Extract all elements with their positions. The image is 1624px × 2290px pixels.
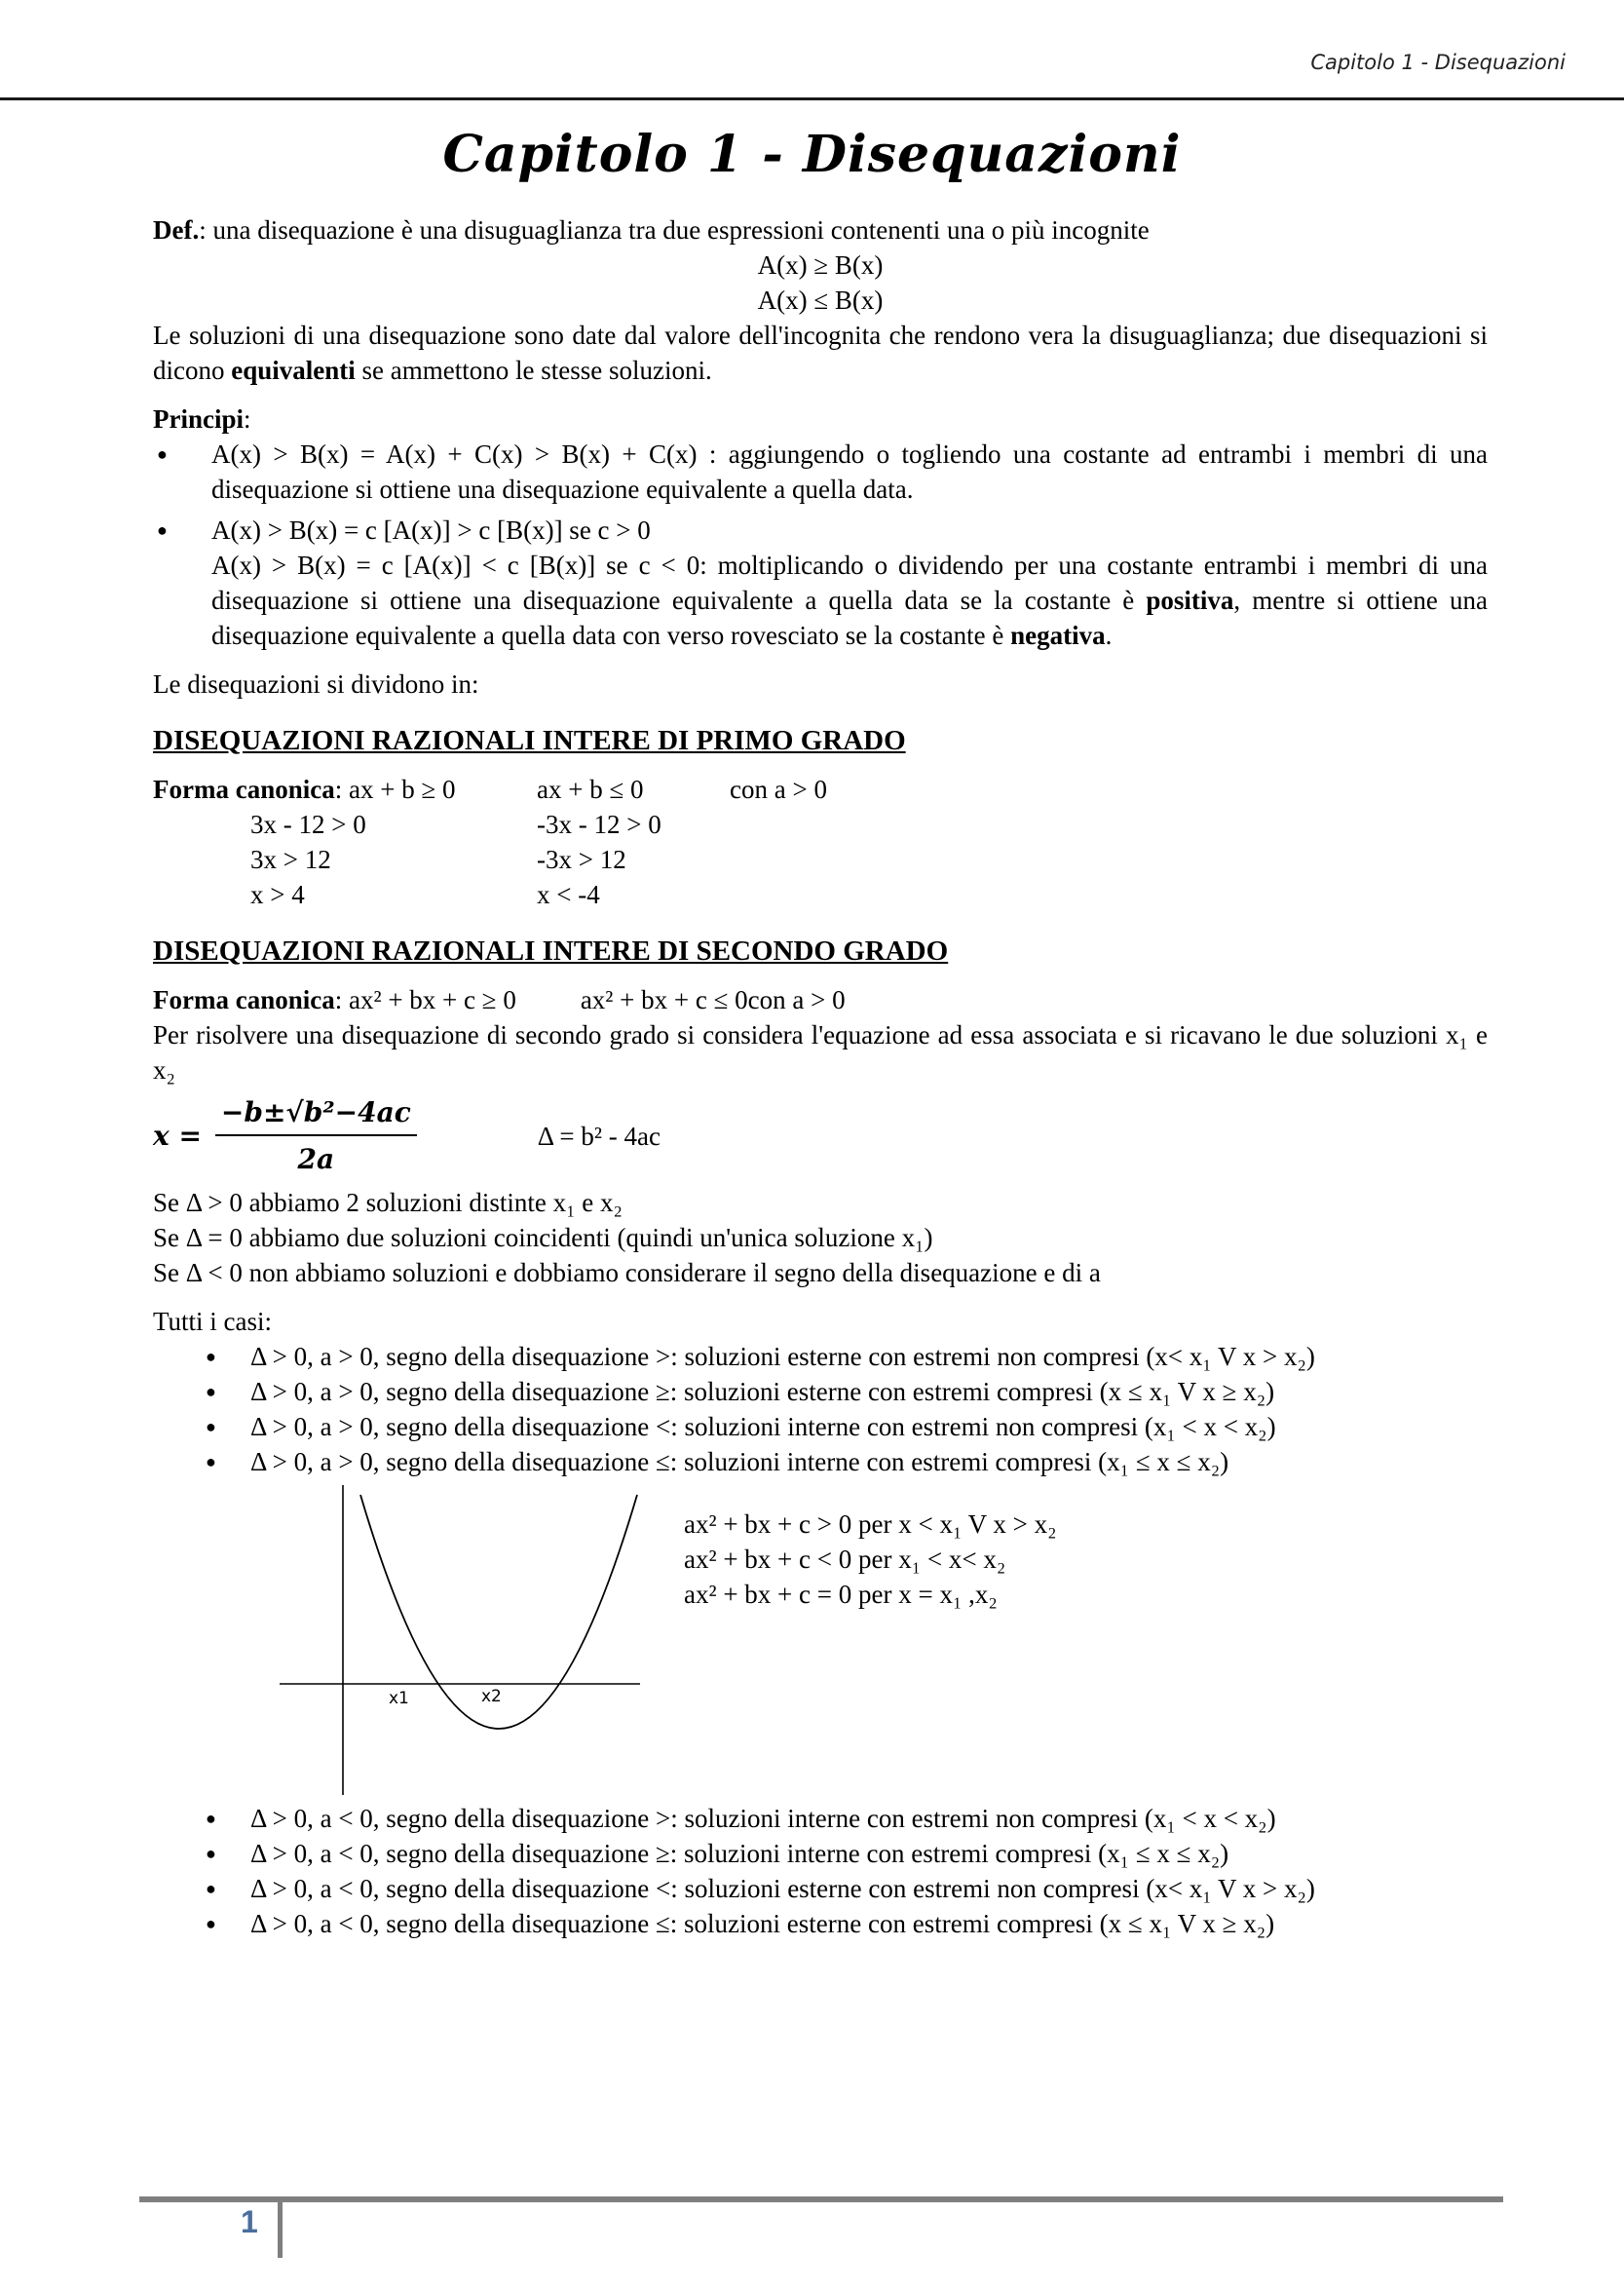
- definition-label: Def.: [153, 215, 200, 245]
- page-content: [153, 212, 1488, 1941]
- case-item: ● Δ > 0, a < 0, segno della disequazione ≥: soluzioni interne con estremi compresi (x₁ ≤ x ≤ x₂): [153, 1836, 1488, 1871]
- delta-case: Se Δ > 0 abbiamo 2 soluzioni distinte x₁ e x₂: [153, 1188, 623, 1217]
- case-item: ● Δ > 0, a < 0, segno della disequazione <: soluzioni esterne con estremi non compresi (x< x₁ V x > x₂): [153, 1871, 1488, 1906]
- primo-grado-forma: [153, 772, 1488, 912]
- delta-definition: Δ = b² - 4ac: [537, 1122, 661, 1151]
- example-right: -3x - 12 > 0: [537, 810, 661, 839]
- case-item: ● Δ > 0, a < 0, segno della disequazione >: soluzioni interne con estremi non compresi (x₁ < x < x₂): [153, 1801, 1488, 1836]
- case-item: ● Δ > 0, a > 0, segno della disequazione ≥: soluzioni esterne con estremi compresi (x ≤ x₁ V x ≥ x₂): [153, 1374, 1488, 1409]
- example-right: -3x > 12: [537, 845, 626, 874]
- forma-canonica-secondo: [153, 982, 1488, 1017]
- forma-value-b: ax² + bx + c ≤ 0con a > 0: [580, 985, 846, 1014]
- divide-paragraph: Le disequazioni si dividono in:: [153, 669, 479, 699]
- parabola-graph: [280, 1485, 650, 1797]
- section-heading-secondo-grado: DISEQUAZIONI RAZIONALI INTERE DI SECONDO GRADO: [153, 935, 949, 967]
- principi-heading: Principi:: [153, 404, 251, 434]
- positiva-term: positiva: [1146, 586, 1234, 615]
- principi-item-line: ● A(x) > B(x) = c [A(x)] > c [B(x)] se c > 0: [211, 515, 651, 545]
- delta-case: Se Δ < 0 non abbiamo soluzioni e dobbiamo considerare il segno della disequazione e di a: [153, 1258, 1101, 1287]
- forma-canonica-b: ax + b ≤ 0: [537, 775, 644, 804]
- case-item: ● Δ > 0, a > 0, segno della disequazione <: soluzioni interne con estremi non compresi (x₁ < x < x₂): [153, 1409, 1488, 1444]
- parabola-note: ax² + bx + c < 0 per x₁ < x< x₂: [684, 1545, 1006, 1574]
- header-rule: [0, 97, 1624, 100]
- example-left: x > 4: [250, 880, 305, 909]
- formula-fraction: [215, 1095, 417, 1177]
- secondo-intro: [153, 1017, 1488, 1088]
- delta-case: Se Δ = 0 abbiamo due soluzioni coincidenti (quindi un'unica soluzione x₁): [153, 1223, 933, 1252]
- parabola-note: ax² + bx + c = 0 per x = x₁ ,x₂: [684, 1580, 998, 1609]
- principi-item: ● A(x) > B(x) = A(x) + C(x) > B(x) + C(x) : aggiungendo o togliendo una costante ad entrambi i membri di una disequazione si ottiene una disequazione equivalente a quella data.: [153, 437, 1488, 507]
- definition-formula-2: A(x) ≤ B(x): [757, 286, 884, 315]
- chapter-title: Capitolo 1 - Disequazioni: [442, 125, 1182, 184]
- forma-canonica-c: con a > 0: [730, 775, 827, 804]
- example-left: 3x - 12 > 0: [250, 810, 366, 839]
- section-heading-primo-grado: DISEQUAZIONI RAZIONALI INTERE DI PRIMO GRADO: [153, 725, 906, 756]
- example-right: x < -4: [537, 880, 600, 909]
- intro-text: Per risolvere una disequazione di secondo grado si considera l'equazione ad essa associata e si ricavano le due soluzioni: [153, 1020, 1438, 1050]
- principi-item: [153, 513, 1488, 653]
- solutions-text: Le soluzioni di una disequazione sono date dal valore dell'incognita che rendono vera la disuguaglianza; due disequazioni si dicono: [153, 321, 1488, 385]
- footer-divider: [278, 2199, 283, 2258]
- forma-value: : ax + b ≥ 0: [334, 775, 456, 804]
- solutions-text-end: se ammettono le stesse soluzioni.: [355, 356, 712, 385]
- principi-text-part: A(x) > B(x) = c [A(x)] < c [B(x)] se c < 0: moltiplicando o dividendo per una costante entrambi i membri di una disequazione si ottiene una disequazione equivalente a quella data se la costante è: [211, 551, 1488, 615]
- principi-label: Principi: [153, 404, 244, 434]
- definition-formula-1: A(x) ≥ B(x): [757, 250, 884, 280]
- intro-vars: x₁ e x₂: [153, 1020, 1488, 1085]
- forma-label: Forma canonica: [153, 985, 335, 1014]
- quadratic-formula: [153, 1088, 1488, 1185]
- formula-numerator: −b±√b²−4ac: [215, 1095, 417, 1136]
- formula-denominator: 2a: [297, 1143, 335, 1175]
- principi-item-text: [211, 548, 1488, 653]
- principi-text-part: .: [1105, 621, 1113, 650]
- parabola-note: ax² + bx + c > 0 per x < x₁ V x > x₂: [684, 1509, 1057, 1539]
- forma-label: Forma canonica: [153, 775, 335, 804]
- parabola-notes: [684, 1507, 1057, 1612]
- all-cases-label: Tutti i casi:: [153, 1307, 273, 1336]
- page-number: 1: [241, 2204, 258, 2239]
- solutions-paragraph: [153, 318, 1488, 388]
- label-x2: x2: [481, 1687, 502, 1706]
- case-item: ● Δ > 0, a < 0, segno della disequazione ≤: soluzioni esterne con estremi compresi (x ≤ x₁ V x ≥ x₂): [153, 1906, 1488, 1941]
- formula-lhs: x =: [153, 1120, 202, 1152]
- definition-text: : una disequazione è una disuguaglianza tra due espressioni contenenti una o più incognite: [199, 215, 1150, 245]
- case-item: ● Δ > 0, a > 0, segno della disequazione >: soluzioni esterne con estremi non compresi (x< x₁ V x > x₂): [153, 1339, 1488, 1374]
- negativa-term: negativa: [1010, 621, 1106, 650]
- forma-canonica-a: [153, 772, 537, 807]
- principi-list: [153, 437, 1488, 653]
- principi-text-part: , mentre si ottiene una disequazione equivalente a quella data con verso rovesciato se la costante è: [211, 586, 1488, 650]
- running-header: Capitolo 1 - Disequazioni: [1310, 51, 1566, 74]
- cases-a-positive: [153, 1339, 1488, 1479]
- cases-a-negative: [153, 1801, 1488, 1941]
- equivalenti-term: equivalenti: [231, 356, 356, 385]
- example-left: 3x > 12: [250, 845, 331, 874]
- forma-value: : ax² + bx + c ≥ 0: [334, 985, 516, 1014]
- definition-paragraph: [153, 212, 1488, 248]
- label-x1: x1: [389, 1689, 409, 1708]
- footer-rule: [139, 2196, 1503, 2202]
- case-item: ● Δ > 0, a > 0, segno della disequazione ≤: soluzioni interne con estremi compresi (x₁ ≤ x ≤ x₂): [153, 1444, 1488, 1479]
- parabola-figure: [153, 1479, 1488, 1801]
